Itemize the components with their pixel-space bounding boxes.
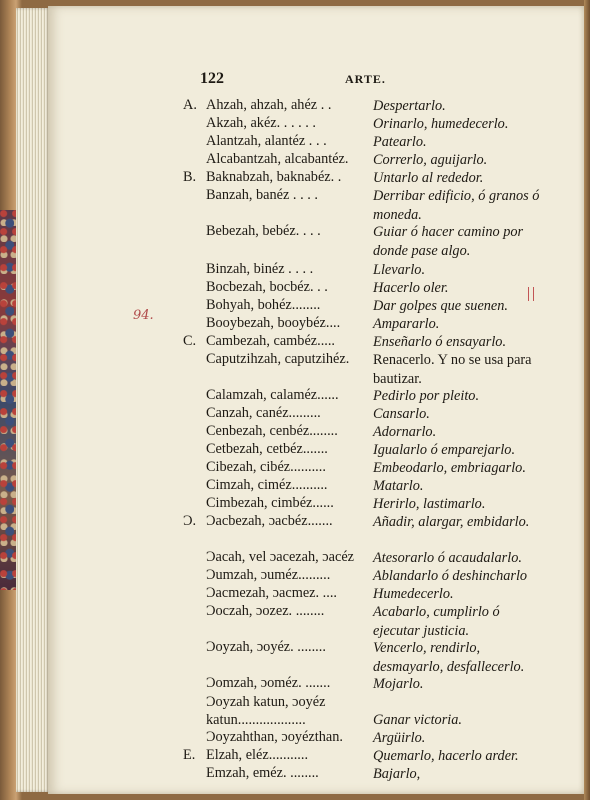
entry-definition: Bajarlo, bbox=[373, 766, 421, 782]
entry-definition: Ablandarlo ó deshincharlo bbox=[373, 568, 528, 584]
marbled-endpaper bbox=[0, 210, 16, 590]
page-edges bbox=[16, 8, 50, 792]
entry-term: Cambezah, cambéz..... bbox=[206, 333, 336, 349]
binding-edge bbox=[584, 0, 590, 800]
entry-term: Ɔacah, vel ɔacezah, ɔacéz bbox=[206, 549, 355, 565]
entry-term: Bohyah, bohéz........ bbox=[206, 297, 321, 313]
entry-definition: Embeodarlo, embriagarlo. bbox=[373, 460, 526, 476]
entry-definition: Quemarlo, hacerlo arder. bbox=[373, 748, 519, 764]
entry-term: Cimzah, ciméz.......... bbox=[206, 477, 328, 493]
entry-term: Ɔacmezah, ɔacmez. .... bbox=[206, 585, 337, 601]
entry-definition: Pedirlo por pleito. bbox=[373, 388, 480, 404]
entry-definition: Argüirlo. bbox=[373, 730, 426, 746]
entry-term: Banzah, banéz . . . . bbox=[206, 187, 318, 203]
entry-definition: Dar golpes que suenen. bbox=[373, 298, 509, 314]
entry-term: Alcabantzah, alcabantéz. bbox=[206, 151, 349, 167]
entry-definition: Mojarlo. bbox=[373, 676, 424, 692]
entry-term: Ɔoyzah, ɔoyéz. ........ bbox=[206, 639, 326, 655]
running-head: ARTE. bbox=[345, 72, 386, 86]
entry-term: Ɔacbezah, ɔacbéz....... bbox=[206, 513, 333, 529]
entry-term: Alantzah, alantéz . . . bbox=[206, 133, 327, 149]
entry-term: Ahzah, ahzah, ahéz . . bbox=[206, 97, 332, 113]
section-letter: E. bbox=[183, 747, 196, 763]
entry-term: Bebezah, bebéz. . . . bbox=[206, 223, 321, 239]
entry-definition: Igualarlo ó emparejarlo. bbox=[373, 442, 516, 458]
entry-term: Ɔoyzahthan, ɔoyézthan. bbox=[206, 729, 343, 745]
entry-term: Emzah, eméz. ........ bbox=[206, 765, 319, 781]
entry-term: Binzah, binéz . . . . bbox=[206, 261, 314, 277]
section-letter: C. bbox=[183, 333, 197, 349]
entry-definition: Cansarlo. bbox=[373, 406, 430, 422]
entry-definition: Renacerlo. Y no se usa para bautizar. bbox=[373, 352, 532, 387]
section-letter: Ɔ. bbox=[183, 513, 197, 529]
entry-definition: Ampararlo. bbox=[373, 316, 440, 332]
entry-definition: Matarlo. bbox=[373, 478, 424, 494]
entry-definition: Patearlo. bbox=[373, 134, 427, 150]
section-letter: B. bbox=[183, 169, 197, 185]
entry-term: Calamzah, calaméz...... bbox=[206, 387, 339, 403]
entry-term: Akzah, akéz. . . . . . bbox=[206, 115, 316, 131]
entry-definition: Vencerlo, rendirlo, desmayarlo, desfallecerlo. bbox=[373, 640, 525, 675]
entry-definition: Guiar ó hacer camino por donde pase algo. bbox=[373, 224, 524, 259]
entry-definition: Untarlo al rededor. bbox=[373, 170, 484, 186]
entry-term: Cenbezah, cenbéz........ bbox=[206, 423, 338, 439]
entry-term: Bocbezah, bocbéz. . . bbox=[206, 279, 328, 295]
entry-term: Cimbezah, cimbéz...... bbox=[206, 495, 334, 511]
entry-definition: Orinarlo, humedecerlo. bbox=[373, 116, 509, 132]
entry-definition: Adornarlo. bbox=[373, 424, 437, 440]
entry-definition: Herirlo, lastimarlo. bbox=[373, 496, 486, 512]
entry-term: Baknabzah, baknabéz. . bbox=[206, 169, 342, 185]
entry-term: Cetbezah, cetbéz....... bbox=[206, 441, 328, 457]
entry-term: Ɔumzah, ɔuméz......... bbox=[206, 567, 331, 583]
entry-definition: Hacerlo oler. bbox=[373, 280, 449, 296]
page-number: 122 bbox=[200, 70, 224, 87]
entry-definition: Llevarlo. bbox=[373, 262, 426, 278]
margin-annotation: 94. bbox=[133, 308, 154, 323]
entry-term: Ɔoyzah katun, ɔoyéz katun................... bbox=[206, 694, 326, 728]
entry-definition: Humedecerlo. bbox=[373, 586, 454, 602]
page-header bbox=[0, 70, 590, 90]
entry-definition: Atesorarlo ó acaudalarlo. bbox=[373, 550, 522, 566]
entry-term: Ɔomzah, ɔoméz. ....... bbox=[206, 675, 331, 691]
entry-definition: Despertarlo. bbox=[373, 98, 446, 114]
entry-definition: Añadir, alargar, embidarlo. bbox=[373, 514, 530, 530]
entry-definition: Ganar victoria. bbox=[373, 712, 462, 728]
entry-term: Canzah, canéz......... bbox=[206, 405, 321, 421]
entry-term: Cibezah, cibéz.......... bbox=[206, 459, 326, 475]
section-letter: A. bbox=[183, 97, 197, 113]
entry-definition: Correrlo, aguijarlo. bbox=[373, 152, 488, 168]
entry-definition: Acabarlo, cumplirlo ó ejecutar justicia. bbox=[373, 604, 500, 639]
entry-term: Elzah, eléz........... bbox=[206, 747, 309, 763]
entry-definition: Enseñarlo ó ensayarlo. bbox=[373, 334, 507, 350]
entry-definition: Derribar edificio, ó granos ó moneda. bbox=[373, 188, 540, 223]
entry-term: Booybezah, booybéz.... bbox=[206, 315, 341, 331]
entry-term: Caputzihzah, caputzihéz. bbox=[206, 351, 350, 367]
entry-term: Ɔoczah, ɔozez. ........ bbox=[206, 603, 325, 619]
